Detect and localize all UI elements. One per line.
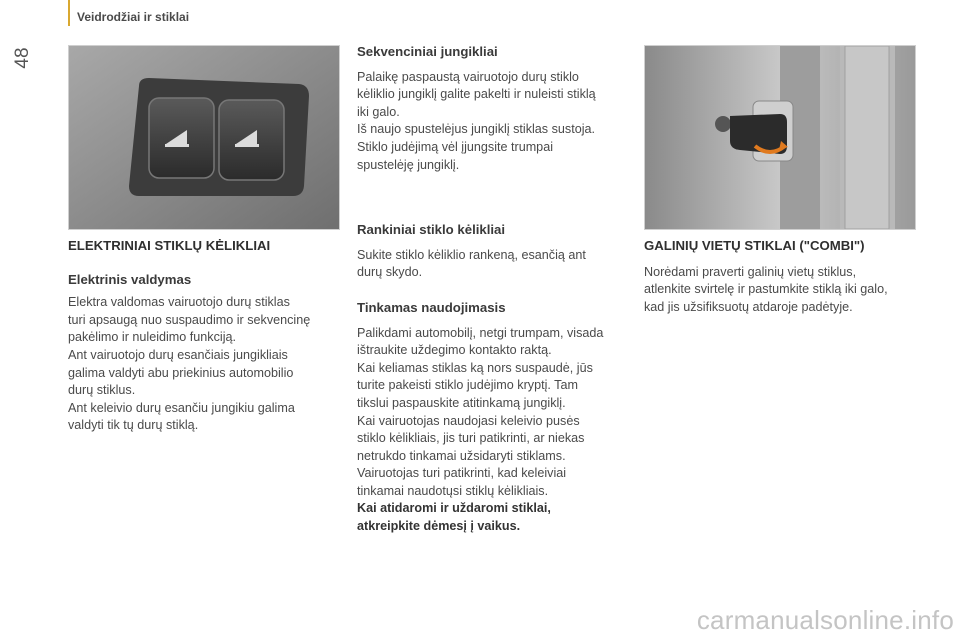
subheading-electric-control: Elektrinis valdymas [68,271,192,287]
text-line: pakėlimo ir nuleidimo funkciją. [68,330,236,345]
text-line: Stiklo judėjimą vėl įjungsite trumpai [357,139,553,154]
text-line: galima valdyti abu priekinius automobilio [68,365,294,380]
rear-window-latch-illustration [645,46,915,229]
rear-window-latch-photo [644,45,916,230]
watermark: carmanualsonline.info [696,605,954,635]
middle-column [357,43,632,536]
text-line: Ant keleivio durų esančiu jungikiu galima [68,400,295,415]
text-line: turite pakeisti stiklo judėjimo kryptį. Tam [357,378,578,393]
text-line: ištraukite uždegimo kontakto raktą. [357,343,552,358]
text-line: durų stiklus. [68,383,136,398]
heading-manual-windows: Rankiniai stiklo kėlikliai [357,222,506,238]
page-number: 48 [12,47,33,69]
text-line: stiklo kėlikliais, jis turi patikrinti, ar niekas [357,431,585,446]
text-line: tikslui paspauskite atitinkamą jungiklį. [357,395,566,410]
text-line: netrukdo tinkamai užsidaryti stiklams. [357,448,566,463]
heading-sequential-switches: Sekvenciniai jungikliai [357,44,498,59]
warning-line: Kai atidaromi ir uždaromi stiklai, [357,501,551,516]
text-line: kėliklio jungiklį galite pakelti ir nuleisti stiklą [357,87,596,102]
header-accent-bar [68,0,70,26]
text-line: Elektra valdomas vairuotojo durų stiklas [68,295,290,310]
window-switches-photo [68,45,340,230]
text-line: spustelėję jungiklį. [357,157,460,172]
text-line: iki galo. [357,104,400,119]
electric-control-text [68,294,338,435]
warning-line: atkreipkite dėmesį į vaikus. [357,519,521,534]
text-line: tinkamai naudotųsi stiklų kėlikliais. [357,483,549,498]
text-line: atlenkite svirtelę ir pastumkite stiklą iki galo, [644,282,888,297]
text-line: kad jis užsifiksuotų atdaroje padėtyje. [644,299,853,314]
text-line: Sukite stiklo kėliklio rankeną, esančią ant [357,247,586,262]
right-column [644,237,924,316]
left-column [68,237,338,435]
text-line: Vairuotojas turi patikrinti, kad keleiviai [357,466,567,481]
heading-electric-windows: ELEKTRINIAI STIKLŲ KĖLIKLIAI [68,238,271,253]
text-line: Palaikę paspaustą vairuotojo durų stiklo [357,69,579,84]
proper-use-text [357,325,632,536]
text-line: Ant vairuotojo durų esančiais jungikliais [68,347,288,362]
text-line: Kai keliamas stiklas ką nors suspaudė, jūs [357,360,593,375]
rear-windows-text [644,264,924,317]
text-line: Norėdami praverti galinių vietų stiklus, [644,264,857,279]
heading-proper-use: Tinkamas naudojimasis [357,299,506,315]
text-line: turi apsaugą nuo suspaudimo ir sekvencinę [68,312,311,327]
text-line: Kai vairuotojas naudojasi keleivio pusės [357,413,580,428]
text-line: Palikdami automobilį, netgi trumpam, visada [357,325,604,340]
section-title: Veidrodžiai ir stiklai [77,10,190,24]
text-line: durų skydo. [357,265,423,280]
manual-windows-text [357,247,632,282]
heading-rear-windows: GALINIŲ VIETŲ STIKLAI ("COMBI") [644,238,865,253]
text-line: valdyti tik tų durų stiklą. [68,418,199,433]
text-line: Iš naujo spustelėjus jungiklį stiklas sustoja. [357,122,596,137]
sequential-switches-text [357,69,632,175]
window-switches-illustration [69,46,339,229]
